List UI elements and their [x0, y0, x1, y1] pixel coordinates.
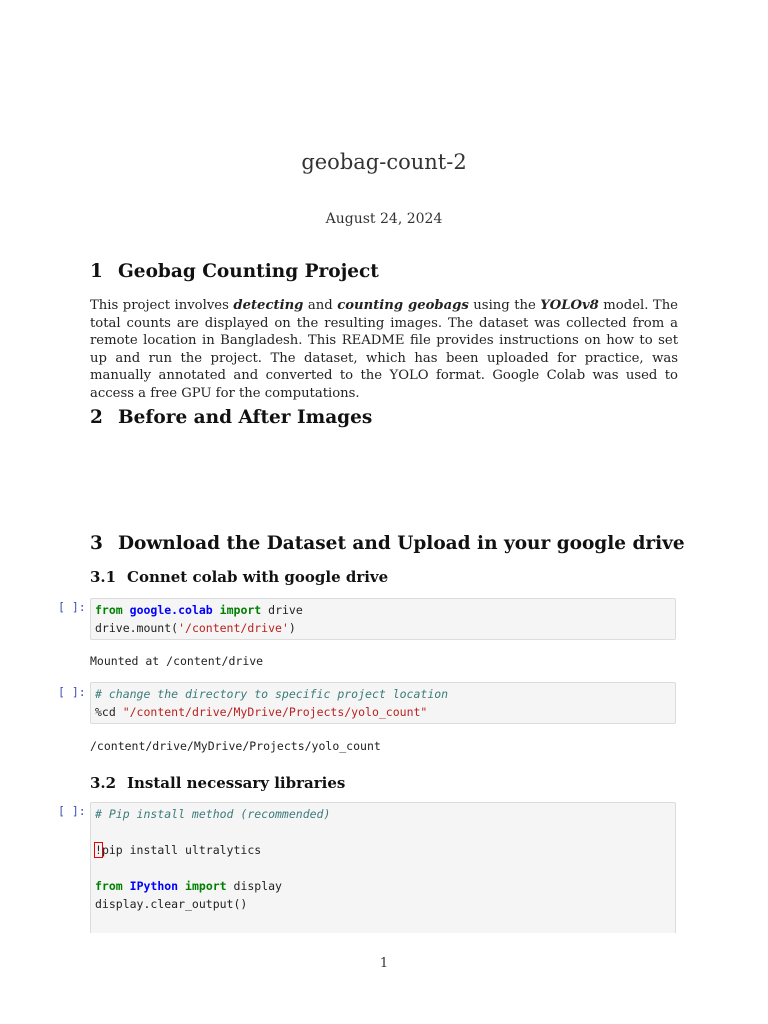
cell-output: /content/drive/MyDrive/Projects/yolo_count	[90, 739, 381, 753]
emphasis-yolov8: YOLOv8	[540, 298, 599, 313]
subsection-title: Install necessary libraries	[127, 774, 346, 792]
section-title: Before and After Images	[118, 407, 373, 428]
section-title: Download the Dataset and Upload in your google drive	[118, 533, 685, 554]
subsection-heading-3-2	[90, 774, 345, 792]
section-number: 1	[90, 261, 103, 282]
cell-prompt: [ ]:	[58, 600, 86, 614]
code-cell-mount-drive[interactable]: from google.colab import drive drive.mount('/content/drive')	[90, 598, 676, 640]
subsection-number: 3.1	[90, 568, 117, 586]
section-heading-1	[90, 261, 379, 282]
subsection-heading-3-1	[90, 568, 388, 586]
subsection-title: Connet colab with google drive	[127, 568, 389, 586]
page-number: 1	[379, 956, 389, 971]
section-number: 3	[90, 533, 103, 554]
document-date: August 24, 2024	[325, 211, 443, 227]
document-title: geobag-count-2	[301, 150, 467, 174]
emphasis-counting-geobags: counting geobags	[337, 298, 469, 313]
code-cell-install-libraries[interactable]: # Pip install method (recommended) !pip install ultralytics from IPython import display display.clear_output()	[90, 802, 676, 933]
cell-prompt: [ ]:	[58, 804, 86, 818]
section-heading-2	[90, 407, 372, 428]
section-title: Geobag Counting Project	[118, 261, 379, 282]
emphasis-detecting: detecting	[233, 298, 304, 313]
cell-prompt: [ ]:	[58, 685, 86, 699]
section-number: 2	[90, 407, 103, 428]
intro-paragraph: This project involves detecting and counting geobags using the YOLOv8 model. The total counts are displayed on the resulting images. The dataset was collected from a remote location in Bangladesh. This README file provides instructions on how to set up and run the project. The dataset, which has been uploaded for practice, was manually annotated and converted to the YOLO format. Google Colab was used to access a free GPU for the computations.	[90, 298, 678, 401]
error-highlight: !	[95, 843, 102, 857]
cell-output: Mounted at /content/drive	[90, 654, 264, 668]
section-heading-3	[90, 533, 685, 554]
subsection-number: 3.2	[90, 774, 117, 792]
code-cell-change-directory[interactable]: # change the directory to specific project location %cd "/content/drive/MyDrive/Projects/yolo_count"	[90, 682, 676, 724]
